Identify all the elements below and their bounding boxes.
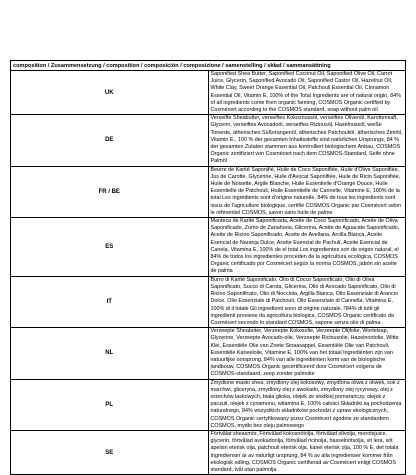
language-code: SE [11,430,209,474]
table-row [11,115,406,166]
composition-table [10,60,406,475]
table-row [11,71,406,115]
ingredient-text: Verzeepte Sheaboter, Verzeepte Kokosolie, Verzeepte Olijfolie, Wortelsap, Glycerine, Verzeepte Avocado-olie, Verzeepte Ricinusolie, Hazelnootolie, Witte Klei, Essentiële Olie van Zoete Sinaasappel, Essentiële Olie van Patchouli, Essentiële Kaneelolie, Vitamine E, 100% van het totaal Ingrediënten zijn van natuurlijke oorsprong, 84% van alle ingrediënten komt van de biologische landbouw, COSMOS Organic gecertificeerd door Cosmécert volgens de COSMOS-standaard, zeep zonder palmolie [208,328,406,379]
table-row [11,166,406,217]
ingredient-text: Verseifte Sheabutter, verseiftes Kokosnussöl, verseiftes Olivenöl, Karottensaft, Glycerin, verseiftes Avocadoöl, verseiftes Rizinusöl, Haselnussöl, weiße Tonerde, ätherisches Süßorangenöl, ätherisches Patchouliöl, ätherisches Zimtöl, Vitamin E., 100 % der gesamten Inhaltsstoffe sind natürlichen Ursprungs, 84 % der gesamten Zutaten stammen aus kontrolliert biologischem Anbau, COSMOS Organic zertifiziert von Cosmécert nach dem COSMOS-Standard, Seife ohne Palmöl [208,115,406,166]
table-header: composition / Zusammensetzung / composition / composición / composizione / samenstelling / skład / sammansättning [11,61,406,71]
ingredient-text: Saponified Shea Butter, Saponified Coconut Oil, Saponified Olive Oil, Carrot Juice, Glycerin, Saponified Avocado Oil, Saponified Castor Oil, Hazelnut Oil, White Clay, Sweet Orange Essential Oil, Patchouli Essential Oil, Cinnamon Essential Oil, Vitamin E, 100% of the Total Ingredients are of natural origin, 84% of all ingredients come from organic farming, COSMOS Organic certified by Cosmécert according to the COSMOS standard, soap without palm oil [208,71,406,115]
language-code: DE [11,115,209,166]
ingredient-text: Manteca de Karité Saponificada, Aceite de Coco Saponificado, Aceite de Oliva Saponificado, Zumo de Zanahoria, Glicerina, Aceite de Aguacate Saponificado, Aceite de Ricino Saponificado, Aceite de Avellana, Arcilla Blanca, Aceite Esencial de Naranja Dulce, Aceite Esencial de Pachulí, Aceite Esencial de Canela, Vitamina E, 100% de el total Los ingredientes son de origen natural, el 84% de todos los ingredientes proceden de la agricultura ecológica, COSMOS Organic certificado por Cosmécert según la norma COSMOS, jabón sin aceite de palma [208,218,406,277]
ingredient-text: Förtvålat sheasmör, Förtvålad kokosnötolja, förtvålad olivolja, morotsjuice, glycerin, förtvålad avokadoolja, förtvålad ricinolja, hasselnötsolja, vit lera, söt apelsin eterisk olja, patchouli eterisk olja, kanel eterisk olja, 100 % E, det totala Ingredienser är av naturligt ursprung, 84 % av alla ingredienser kommer från ekologisk odling, COSMOS Organic certifierad av Cosmécert enligt COSMOS standard, tvål utan palmolja [208,430,406,474]
ingredient-text: Zmydlone masło shea, zmydlony olej kokosowy, zmydlona oliwa z oliwek, sok z marchwi, gliceryna, zmydlony olej z awokado, zmydlony olej rycynowy, olej z orzechów laskowych, biała glinka, olejek ze słodkiej pomarańczy, olejek z paczuli, olejek z cynamonu, witamina E, 100% całości Składniki są pochodzenia naturalnego, 84% wszystkich składników pochodzi z upraw ekologicznych, COSMOS Organic certyfikowany przez Cosmécert zgodnie ze standardem COSMOS, mydło bez oleju palmowego [208,379,406,430]
ingredient-text: Burro di Karité Saponificato, Olio di Cocco Saponificato, Olio di Oliva Saponificato, Succo di Carota, Glicerina, Olio di Avocado Saponificato, Olio di Ricino Saponificato, Olio di Nocciola, Argilla Bianca, Olio Essenziale di Arancio Dolce, Olio Essenziale di Patchouli, Olio Essenziale di Cannella, Vitamina E, 100% di il totale Gli ingredienti sono di origine naturale, l'84% di tutti gli ingredienti proviene da agricoltura biologica, COSMOS Organic certificato da Cosmécert secondo lo standard COSMOS, sapone senza olio di palma [208,276,406,327]
table-row [11,218,406,277]
language-code: PL [11,379,209,430]
language-code: FR / BE [11,166,209,217]
language-code: NL [11,328,209,379]
table-row [11,379,406,430]
language-code: ES [11,218,209,277]
language-code: IT [11,276,209,327]
table-row [11,328,406,379]
table-row [11,276,406,327]
header-row [11,61,406,71]
ingredient-text: Beurre de Karité Saponifié, Huile de Coco Saponifiée, Huile d'Olive Saponifiée, Jus de Carotte, Glycérine, Huile d'Avocat Saponifiée, Huile de Ricin Saponifiée, Huile de Noisette, Argile Blanche, Huile Essentielle d'Orange Douce, Huile Essentielle de Patchouli, Huile Essentielle de Cannelle, Vitamine E, 100% de la total Les ingrédients sont d'origine naturelle, 84% de tous les ingrédients sont issus de l'agriculture biologique, certifié COSMOS Organic par Cosmécert selon le référentiel COSMOS, savon sans huile de palme [208,166,406,217]
language-code: UK [11,71,209,115]
table-row [11,430,406,474]
